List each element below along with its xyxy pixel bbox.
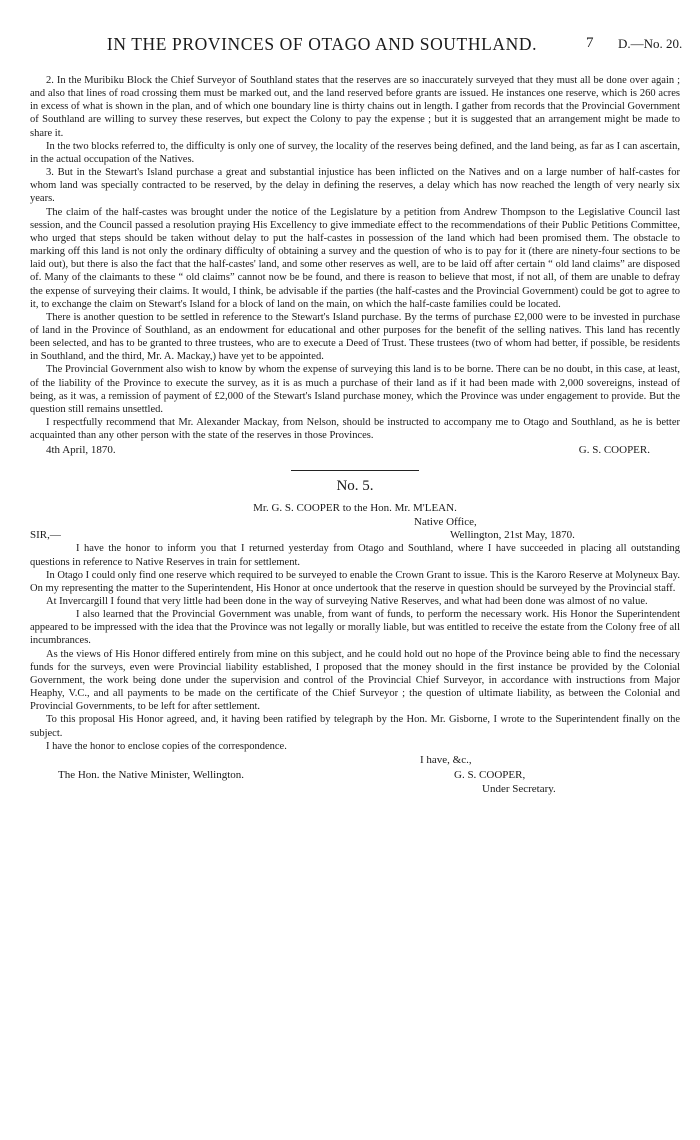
letter-closing (30, 753, 680, 807)
office-name: Native Office, (414, 516, 477, 529)
paragraph: In Otago I could only find one reserve which required to be surveyed to enable the Crown Grant to issue. This is the Karoro Reserve at Molyneux Bay. On my representing the matter to the Superintendent, His Honor at once undertook that the reserve in question should be surveyed by the Provincial staff. (30, 569, 680, 594)
paragraph: The claim of the half-castes was brought under the notice of the Legislature by a petition from Andrew Thompson to the Legislative Council last session, and the Council passed a resolution praying His Excellency to give immediate effect to the recommendations of their Public Petitions Committee, who urged that steps should be taken without delay to put the half-castes in possession of the land which had been promised them. The obstacle to marking off this land is not only the ordinary difficulty of obtaining a survey and the question of who is to pay for it (there are ninety-four sections to be laid out), but there is also the fact that the half-castes' land, and some other reserves as well, are to be laid off after certain “ old land claims” are disposed of. Many of the claimants to these “ old claims” cannot now be be found, and there is reason to believe that most, if not all, of them are unable to defray the expense of surveying their claims. It would, I think, be advisable if the parties (the half-castes and the Provincial Government) could be got to agree to it, to exchange the claim on Stewart's Island for a block of land on the main, on which the half-caste families could be located. (30, 206, 680, 310)
running-head (30, 34, 683, 54)
paragraph: In the two blocks referred to, the difficulty is only one of survey, the locality of the reserves being defined, and the land being, as far as I can ascertain, in the actual occupation of the Natives. (30, 140, 680, 165)
paragraph: The Provincial Government also wish to know by whom the expense of surveying this land is to be borne. There can be no doubt, in this case, at least, of the liability of the Province to execute the survey, as it is as much a purchase of their land as if it had been made with 2,000 sovereigns, instead of being, as it was, a remission of payment of £2,000 of the Stewart's Island purchase money, which the Province was under engagement to provide. But the question still remains unsettled. (30, 364, 680, 415)
letter-number: No. 5. (336, 478, 374, 495)
paragraph: 3. But in the Stewart's Island purchase a great and substantial injustice has been inflicted on the Natives and on a large number of half-castes for whom land was specially contracted to be reserved, by the delay in defining the reserves, a delay which has now reached the length of very nearly six years. (30, 167, 680, 205)
memo-date: 4th April, 1870. (46, 444, 116, 457)
memo-signature-row (30, 443, 680, 463)
paragraph: 2. In the Muribiku Block the Chief Surveyor of Southland states that the reserves are so inaccurately surveyed that they must all be done over again ; and also that lines of road crossing them must be marked out, and the land reserved before grants are issued. He instances one reserve, which is 260 acres in excess of what is shown in the plan, and of which one boundary line is thirty chains out in length. I gather from records that the Provincial Government of Southland are willing to survey these reserves, but expect the Colony to pay the expense ; but it is suggested that an arrangement might be made to share it. (30, 75, 680, 139)
letter-signature: G. S. COOPER, (454, 768, 526, 781)
place-date: Wellington, 21st May, 1870. (450, 529, 575, 542)
paragraph: I have the honor to inform you that I returned yesterday from Otago and Southland, where I have succeeded in placing all outstanding questions in reference to Native Reserves in train for settlement. (30, 543, 680, 568)
page-title: IN THE PROVINCES OF OTAGO AND SOUTHLAND. (106, 34, 538, 54)
letter-heading: Mr. G. S. COOPER to the Hon. Mr. M'LEAN. (253, 502, 457, 515)
paragraph: As the views of His Honor differed entirely from mine on this subject, and he could hold out no hope of the Province being able to find the necessary funds for the surveys, even were Provincial liability established, I proposed that the money should in the first instance be provided by the Colonial Government, the work being done under the supervision and control of the Provincial Chief Surveyor, in accordance with instructions from Major Heaphy, V.C., and all payments to be made on the certificate of the Chief Surveyor ; the question of ultimate liability, as between the Colonial and Provincial Governments, to be left for after settlement. (30, 648, 680, 713)
section-divider (291, 470, 419, 471)
salutation: SIR,— (30, 529, 61, 542)
paragraph: I respectfully recommend that Mr. Alexander Mackay, from Nelson, should be instructed to accompany me to Otago and Southland, as he is better acquainted than any other person with the state of the reserves in those Provinces. (30, 417, 680, 442)
addressee: The Hon. the Native Minister, Wellington. (58, 768, 245, 781)
paragraph: There is another question to be settled in reference to the Stewart's Island purchase. By the terms of purchase £2,000 were to be invested in purchase of land in the Province of Southland, as an endowment for educational and other purposes for the benefit of the selling natives. This land has recently been selected, and has to be granted to three trustees, who are to execute a Deed of Trust. These trustees (two of whom had better, if possible, be residents in Southland, and the third, Mr. A. Mackay,) have yet to be appointed. (30, 311, 680, 363)
closing-phrase: I have, &c., (420, 753, 472, 766)
paragraph: I have the honor to enclose copies of the correspondence. (46, 740, 287, 752)
place-date-line (30, 529, 680, 542)
memo-signature: G. S. COOPER. (578, 444, 650, 457)
document-body (30, 74, 680, 807)
document-reference: D.—No. 20. (618, 36, 683, 51)
office-line (30, 516, 680, 529)
paragraph: At Invercargill I found that very little had been done in the way of surveying Native Reserves, and what had been done was almost of no value. (46, 596, 648, 607)
signature-title: Under Secretary. (482, 782, 556, 795)
page-number: 7 (586, 35, 594, 51)
paragraph: To this proposal His Honor agreed, and, it having been ratified by telegraph by the Hon. Mr. Gisborne, I wrote to the Superintendent finally on the subject. (30, 714, 680, 739)
paragraph: I also learned that the Provincial Government was unable, from want of funds, to perform the necessary work. His Honor the Superintendent appeared to be impressed with the idea that the Province was not legally or morally liable, but was entitled to receive the estate from the Colony free of all incumbrances. (30, 609, 680, 647)
